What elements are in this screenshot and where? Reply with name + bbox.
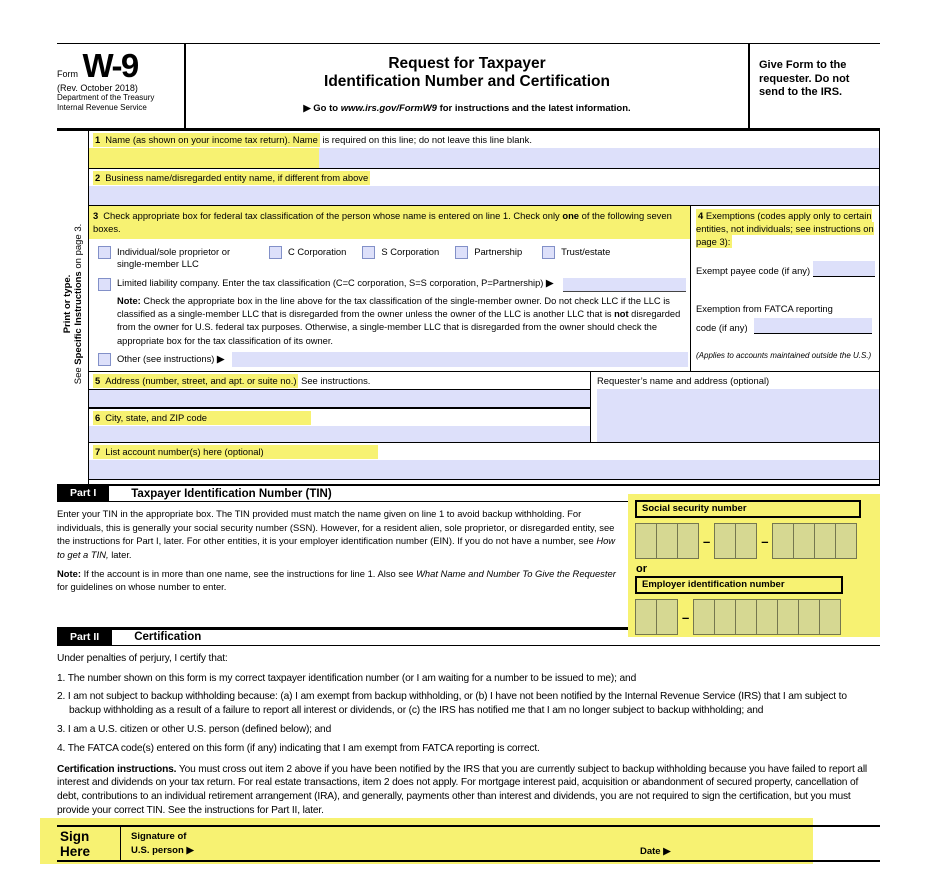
line4-highlight: 4 Exemptions (codes apply only to certain entities, not individuals; see instructions on page 3): [696, 210, 874, 247]
digit-cell[interactable] [835, 523, 857, 559]
option-c-corporation [269, 246, 346, 269]
certification-text [57, 646, 880, 818]
form-title-line1: Request for Taxpayer [388, 55, 546, 72]
digit-cell[interactable] [635, 599, 657, 635]
form-revision: (Rev. October 2018) [57, 83, 138, 93]
form-number: W-9 [82, 47, 138, 84]
digit-cell[interactable] [814, 523, 836, 559]
llc-note: Note: Check the appropriate box in the line above for the tax classification of the single-member owner. Do not check LLC if the LLC is classified as a single-member LLC that is disregarded from the owner unless the owner of the LLC is another LLC that is not disregarded from the owner for U.S. federal tax purposes. Otherwise, a single-member LLC that is disregarded from the owner should check the appropriate box for the tax classification of its owner. [117, 296, 681, 346]
print-or-type-label: Print or type. See Specific Instructions on page 3. [62, 223, 84, 385]
other-label: Other (see instructions) ▶ [117, 353, 225, 365]
date-label: Date ▶ [640, 845, 671, 857]
line5-label: 5 Address (number, street, and apt. or suite no.) See instructions. [95, 374, 371, 386]
part2-section [57, 630, 880, 818]
give-form-notice: Give Form to the requester. Do not send to the IRS. [748, 44, 880, 128]
form-title-line2: Identification Number and Certification [324, 73, 610, 90]
fatca-code-input[interactable] [754, 318, 872, 334]
option-partnership [455, 246, 522, 269]
option-label: S Corporation [381, 246, 440, 257]
applies-note: (Applies to accounts maintained outside the U.S.) [696, 351, 872, 360]
digit-cell[interactable] [714, 599, 736, 635]
digit-cell[interactable] [756, 599, 778, 635]
ein-dash: – [682, 609, 690, 625]
certification-item-2: 2. I am not subject to backup withholding because: (a) I am exempt from backup withholding, or (b) I have not been notified by the Internal Revenue Service (IRS) that I am subject to backup withholding as a result of a failure to report all interest or dividends, or (c) the IRS has notified me that I am no longer subject to backup withholding; and [57, 691, 847, 717]
ssn-group-2 [714, 523, 757, 559]
digit-cell[interactable] [656, 523, 678, 559]
signature-of-label: Signature of U.S. person ▶ [131, 830, 194, 856]
digit-cell[interactable] [693, 599, 715, 635]
arrow-icon: ▶ [186, 844, 194, 856]
line2-highlight: 2 Business name/disregarded entity name, if different from above [95, 172, 369, 183]
form-title-block [186, 44, 748, 128]
form-id-block [57, 44, 186, 128]
line2-label [89, 169, 879, 186]
or-label: or [636, 563, 647, 576]
part1-title: Taxpayer Identification Number (TIN) [131, 487, 332, 500]
checkbox-c-corporation[interactable] [269, 246, 282, 259]
digit-cell[interactable] [635, 523, 657, 559]
exempt-payee-code-input[interactable] [813, 261, 875, 277]
ein-group-2 [693, 599, 841, 635]
treasury-dept: Department of the Treasury [57, 93, 155, 102]
tin-note: Note: If the account is in more than one name, see the instructions for line 1. Also see What Name and Number To Give the Requester for guidelines on whose number to enter. [57, 567, 616, 593]
digit-cell[interactable] [656, 599, 678, 635]
irs-url: www.irs.gov/FormW9 [340, 103, 437, 114]
ein-digit-row [635, 599, 874, 635]
tin-entry-block [628, 494, 880, 637]
sign-here-label: Sign Here [57, 827, 121, 860]
part1-tag: Part I [57, 486, 109, 501]
checkbox-s-corporation[interactable] [362, 246, 375, 259]
signature-input-area[interactable] [194, 827, 880, 860]
form-word: Form [57, 69, 78, 79]
exempt-payee-row: Exempt payee code (if any) [696, 261, 877, 277]
business-name-input[interactable] [89, 186, 879, 206]
certification-intro: Under penalties of perjury, I certify that: [57, 652, 228, 664]
option-other [89, 348, 690, 371]
checkbox-trust-estate[interactable] [542, 246, 555, 259]
name-input-highlight [89, 148, 319, 168]
account-numbers-input[interactable] [89, 460, 879, 480]
part2-title: Certification [134, 631, 202, 644]
other-input[interactable] [232, 352, 688, 367]
tin-instructions: Enter your TIN in the appropriate box. The TIN provided must match the name given on line 1 to avoid backup withholding. For individuals, this is generally your social security number (SSN). However, for a resident alien, sole proprietor, or disregarded entity, see the instructions for Part I, later. For other entities, it is your employer identification number (EIN). If you do not have a number, see How to get a TIN, later. [57, 508, 616, 560]
ssn-dash-1: – [703, 533, 711, 549]
ssn-label-box: Social security number [635, 500, 861, 518]
arrow-icon: ▶ [545, 278, 554, 288]
digit-cell[interactable] [735, 599, 757, 635]
line7-label [89, 443, 879, 460]
ein-label-box: Employer identification number [635, 576, 843, 594]
line6-highlight: 6 City, state, and ZIP code [93, 411, 311, 425]
line4-label [696, 209, 877, 248]
line1-label: 1 Name (as shown on your income tax return). Name is required on this line; do not leave this line blank. [95, 134, 532, 145]
exemptions-section [691, 206, 879, 371]
certification-item-3: 3. I am a U.S. citizen or other U.S. person (defined below); and [57, 724, 332, 735]
goto-instruction: ▶ Go to www.irs.gov/FormW9 for instructions and the latest information. [303, 103, 631, 114]
city-state-zip-input[interactable] [89, 426, 590, 442]
arrow-icon: ▶ [217, 353, 225, 365]
digit-cell[interactable] [777, 599, 799, 635]
form-header [57, 44, 880, 128]
digit-cell[interactable] [793, 523, 815, 559]
part1-section [57, 486, 880, 627]
address-input[interactable] [89, 389, 590, 409]
checkbox-partnership[interactable] [455, 246, 468, 259]
requester-input[interactable] [597, 389, 879, 442]
line1-highlight: 1 Name (as shown on your income tax return). Name [95, 134, 318, 145]
digit-cell[interactable] [819, 599, 841, 635]
digit-cell[interactable] [772, 523, 794, 559]
certification-item-4: 4. The FATCA code(s) entered on this form (if any) indicating that I am exempt from FATCA reporting is correct. [57, 742, 540, 754]
line5-highlight: 5 Address (number, street, and apt. or suite no.) [95, 374, 297, 386]
digit-cell[interactable] [677, 523, 699, 559]
part2-tag: Part II [57, 630, 112, 645]
ssn-group-1 [635, 523, 699, 559]
signature-section [57, 825, 880, 862]
tax-classification-section [89, 206, 691, 371]
line6-label [89, 409, 590, 426]
option-individual [98, 246, 259, 269]
irs-name: Internal Revenue Service [57, 102, 147, 112]
form-id [57, 47, 184, 84]
digit-cell[interactable] [735, 523, 757, 559]
llc-label: Limited liability company. Enter the tax classification (C=C corporation, S=S corporation, P=Partnership) ▶ [117, 278, 554, 288]
line7-highlight: 7 List account number(s) here (optional) [93, 445, 378, 459]
fatca-row: Exemption from FATCA reporting code (if any) [696, 302, 877, 334]
option-label: Partnership [474, 246, 523, 257]
left-instruction-strip [57, 131, 88, 484]
option-s-corporation [362, 246, 439, 269]
requester-label: Requester’s name and address (optional) [597, 374, 770, 386]
certification-item-1: 1. The number shown on this form is my correct taxpayer identification number (or I am waiting for a number to be issued to me); and [57, 672, 637, 684]
part1-instructions [57, 502, 624, 593]
digit-cell[interactable] [798, 599, 820, 635]
ssn-group-3 [772, 523, 857, 559]
classification-options [89, 239, 690, 269]
certification-instructions: Certification instructions. You must cross out item 2 above if you have been notified by the IRS that you are currently subject to backup withholding because you have failed to report all interest and dividends on your tax return. For real estate transactions, item 2 does not apply. For mortgage interest paid, acquisition or abandonment of secured property, cancellation of debt, contributions to an individual retirement arrangement (IRA), and generally, payments other than interest and dividends, you are not required to sign the certification, but you must provide your correct TIN. See the instructions for Part II, later. [57, 763, 868, 816]
option-label: Individual/sole proprietor or single-member LLC [117, 246, 231, 269]
option-label: C Corporation [288, 246, 347, 257]
option-label: Trust/estate [561, 246, 611, 257]
arrow-icon: ▶ [663, 845, 671, 857]
llc-classification-input[interactable] [563, 278, 686, 292]
w9-form [57, 43, 880, 862]
address-section [89, 372, 591, 442]
option-llc [89, 269, 690, 292]
ssn-digit-row [635, 523, 874, 559]
checkbox-other[interactable] [98, 353, 111, 366]
checkbox-llc[interactable] [98, 278, 111, 291]
ein-group-1 [635, 599, 678, 635]
form-title [186, 55, 748, 91]
requester-section [591, 372, 879, 442]
line3-label: 3 Check appropriate box for federal tax classification of the person whose name is entered on line 1. Check only one of the following seven boxes. [89, 206, 690, 239]
checkbox-individual-sole-proprietor[interactable] [98, 246, 111, 259]
name-input[interactable] [89, 148, 879, 169]
option-trust-estate [542, 246, 610, 269]
ssn-dash-2: – [761, 533, 769, 549]
digit-cell[interactable] [714, 523, 736, 559]
